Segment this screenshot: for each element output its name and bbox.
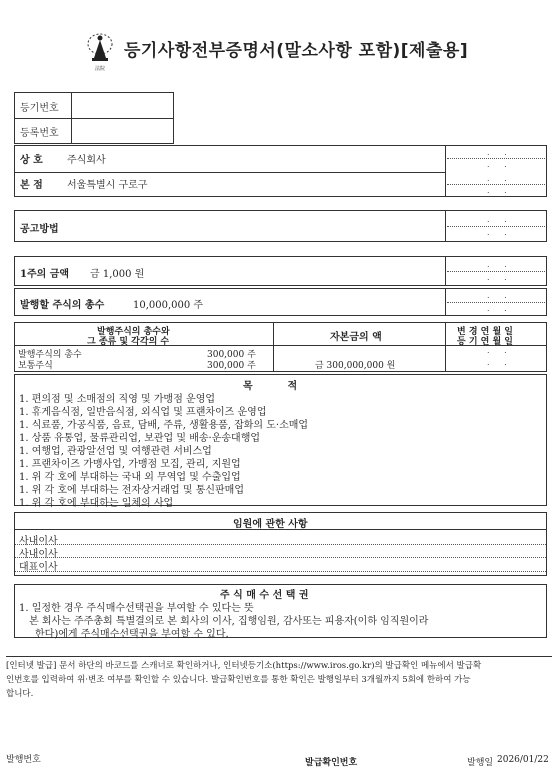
officers-section [14, 512, 547, 576]
public-notice-label: 공고방법 [20, 224, 59, 235]
court-logo-icon [80, 28, 120, 72]
purpose-item: 1. 식료품, 가공식품, 음료, 담배, 주류, 생활용품, 잡화의 도·소매업 [19, 420, 309, 431]
issued-shares-value: 300,000 주 [207, 350, 256, 360]
issue-number-label: 발행번호 [6, 755, 41, 765]
par-value-value: 금 1,000 원 [90, 269, 145, 280]
par-value-label: 1주의 금액 [20, 269, 70, 280]
registration-date-mark: . . [487, 358, 513, 367]
change-date-mark: . . [487, 215, 513, 224]
capital-header-mid: 자본금의 액 [330, 332, 382, 343]
public-notice-section [14, 210, 547, 242]
purpose-item: 1. 편의점 및 소매점의 직영 및 가맹점 운영업 [19, 394, 216, 405]
purpose-section [14, 374, 547, 509]
common-shares-value: 300,000 주 [207, 361, 256, 371]
registration-date-mark: . . [487, 273, 513, 282]
document-title: 등기사항전부증명서(말소사항 포함)[제출용] [124, 41, 469, 61]
par-value-section [14, 256, 547, 286]
purpose-item: 1. 위 각 호에 부대하는 전자상거래업 및 통신판매업 [19, 485, 244, 496]
trade-name-value: 주식회사 [67, 155, 106, 166]
registration-date-mark: . . [487, 186, 513, 195]
stock-options-line: 본 회사는 주주총회 특별결의로 본 회사의 이사, 집행임원, 감사또는 피용자(이하 임직원이라 [29, 616, 429, 627]
stock-options-line: 1. 일정한 경우 주식매수선택권을 부여할 수 있다는 뜻 [19, 603, 254, 614]
common-shares-label: 보통주식 [18, 361, 53, 371]
trade-name-office-section [14, 145, 547, 197]
total-shares-section [14, 288, 547, 316]
business-number-label: 등록번호 [20, 128, 59, 139]
capital-header-left-1: 발행주식의 총수와 [97, 327, 170, 337]
officer-row: 사내이사 [19, 549, 58, 560]
purpose-item: 1. 상품 유통업, 물류관리업, 보관업 및 배송·운송대행업 [19, 433, 261, 444]
capital-amount: 금 300,000,000 원 [315, 361, 396, 371]
registration-date-mark: . . [487, 160, 513, 169]
stock-options-heading: 주 식 매 수 선 택 권 [220, 590, 309, 601]
notice-line: [인터넷 발급] 문서 하단의 바코드를 스캐너로 확인하거나, 인터넷등기소(https://www.iros.go.kr)의 발급확인 메뉴에서 발급확 [6, 661, 482, 671]
stock-options-line: 한다)에게 주식매수선택권을 부여할 수 있다. [35, 629, 229, 640]
notice-line: 합니다. [6, 689, 34, 699]
change-date-mark: . . [487, 174, 513, 183]
confirm-number-label: 발급확인번호 [305, 758, 358, 768]
change-date-mark: . . [487, 148, 513, 157]
issued-shares-label: 발행주식의 총수 [18, 350, 82, 360]
notice-line: 인번호를 입력하여 위·변조 여부를 확인할 수 있습니다. 발급확인번호를 통한 확인은 발행일부터 3개월까지 5회에 한하여 가능 [6, 675, 471, 685]
officer-row: 대표이사 [19, 562, 58, 573]
registration-date-mark: . . [487, 228, 513, 237]
capital-header-left-2: 그 종류 및 각각의 수 [87, 337, 170, 347]
purpose-item: 1. 위 각 호에 부대하는 일체의 사업 [19, 498, 174, 509]
trade-name-label: 상 호 [20, 155, 43, 166]
head-office-value: 서울특별시 구로구 [67, 180, 148, 191]
registration-number-label: 등기번호 [20, 103, 59, 114]
total-shares-label: 발행할 주식의 총수 [20, 300, 105, 311]
change-date-mark: . . [487, 291, 513, 300]
purpose-item: 1. 휴게음식점, 일반음식점, 외식업 및 프랜차이즈 운영업 [19, 407, 267, 418]
head-office-label: 본 점 [20, 180, 43, 191]
purpose-item: 1. 위 각 호에 부대하는 국내 외 무역업 및 수출입업 [19, 472, 241, 483]
id-table [14, 92, 174, 144]
stock-options-section [14, 584, 547, 638]
issuance-notice [6, 659, 554, 701]
officer-row: 사내이사 [19, 536, 58, 547]
capital-table [14, 322, 547, 372]
change-date-header: 변 경 연 월 일 [457, 327, 514, 337]
issue-date-label: 발행일 [467, 758, 494, 768]
total-shares-value: 10,000,000 주 [133, 300, 204, 311]
registration-date-header: 등 기 연 월 일 [457, 337, 514, 347]
purpose-item: 1. 프랜차이즈 가맹사업, 가맹점 모집, 관리, 지원업 [19, 459, 241, 470]
issue-date: 2026/01/22 [497, 755, 549, 765]
svg-text:法院: 法院 [94, 66, 106, 72]
officers-heading: 임원에 관한 사항 [233, 519, 308, 530]
registration-date-mark: . . [487, 304, 513, 313]
change-date-mark: . . [487, 346, 513, 355]
purpose-item: 1. 여행업, 관광알선업 및 여행관련 서비스업 [19, 446, 212, 457]
purpose-heading: 목 적 [243, 381, 298, 392]
change-date-mark: . . [487, 260, 513, 269]
